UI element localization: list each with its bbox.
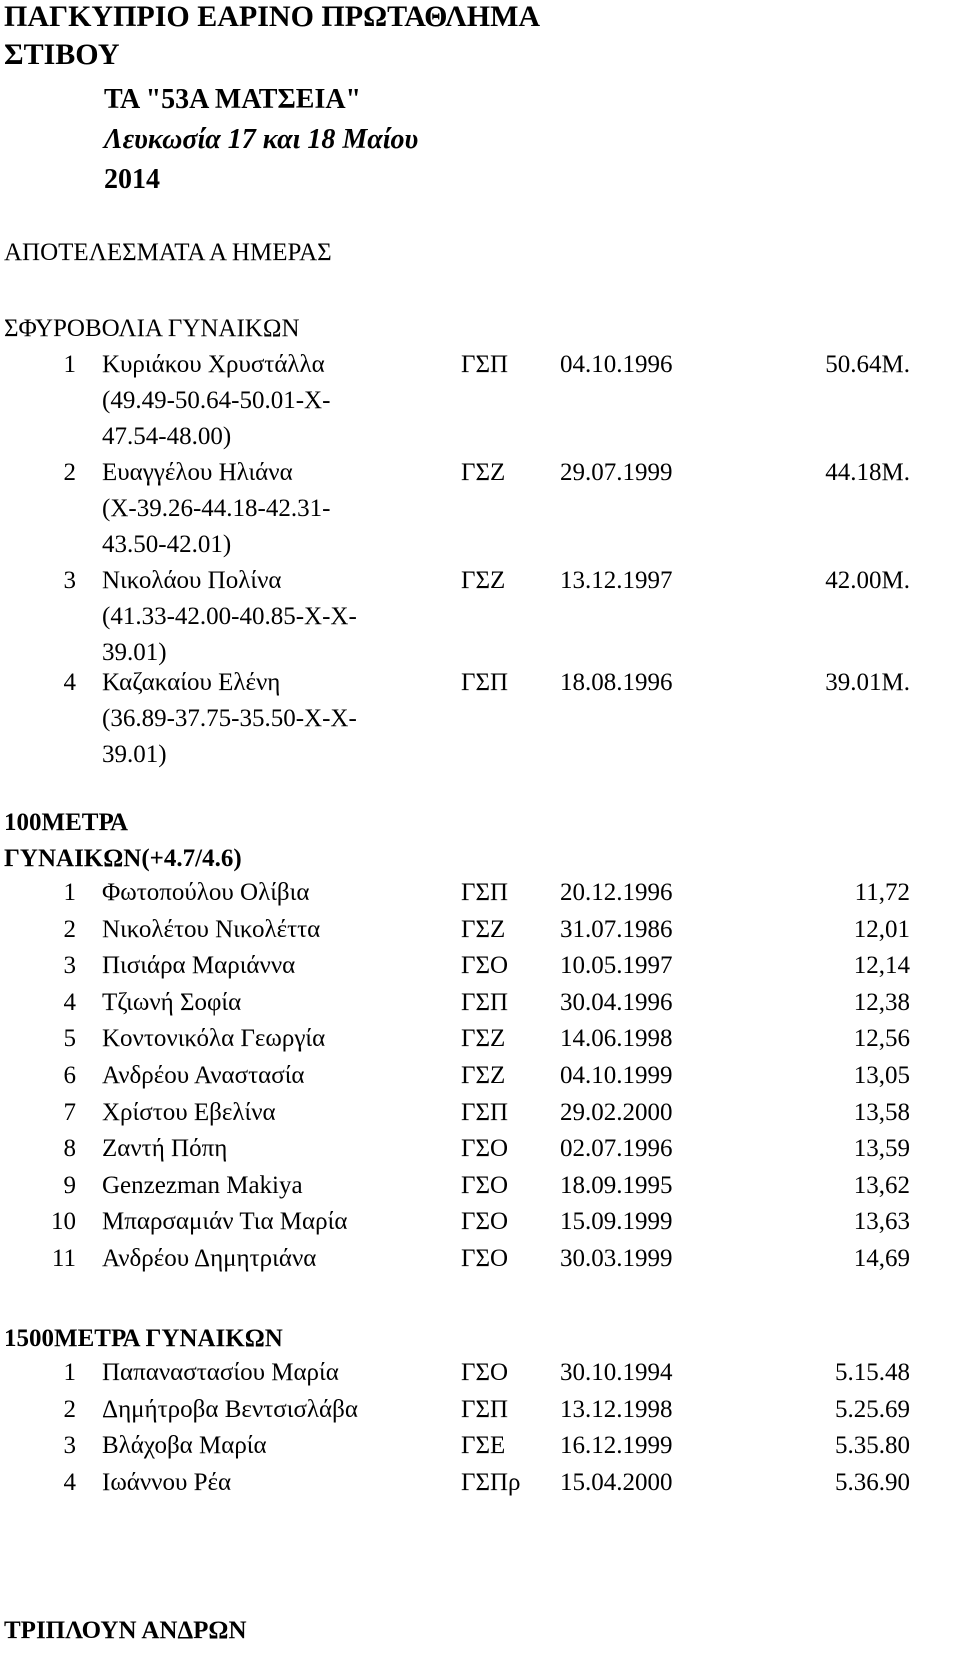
position: 3 xyxy=(63,1432,76,1460)
position: 1 xyxy=(63,1359,76,1386)
birth-date: 30.03.1999 xyxy=(560,1245,673,1272)
position: 4 xyxy=(63,988,76,1016)
birth-date: 16.12.1999 xyxy=(560,1432,673,1460)
position: 1 xyxy=(63,879,76,906)
club: ΓΣΠ xyxy=(461,988,509,1016)
club: ΓΣΖ xyxy=(461,459,506,486)
attempts-line-2: 47.54-48.00) xyxy=(102,423,232,450)
athlete-name: Χρίστου Εβελίνα xyxy=(102,1098,276,1126)
athlete-name: Νικολάου Πολίνα xyxy=(102,567,282,594)
result: 44.18Μ. xyxy=(825,459,910,486)
position: 1 xyxy=(63,351,76,378)
position: 3 xyxy=(63,567,76,594)
attempts-line-1: (Χ-39.26-44.18-42.31- xyxy=(102,495,331,522)
club: ΓΣΠ xyxy=(461,1395,509,1423)
athlete-name: Φωτοπούλου Ολίβια xyxy=(102,879,310,906)
attempts-line-2: 39.01) xyxy=(102,741,167,768)
athlete-name: Κοντονικόλα Γεωργία xyxy=(102,1025,326,1053)
birth-date: 13.12.1997 xyxy=(560,567,673,594)
result: 42.00Μ. xyxy=(825,567,910,594)
result: 5.36.90 xyxy=(835,1468,910,1496)
position: 3 xyxy=(63,952,76,980)
club: ΓΣΟ xyxy=(461,1359,509,1386)
result: 50.64Μ. xyxy=(825,351,910,378)
result: 13,59 xyxy=(853,1135,910,1163)
club: ΓΣΠ xyxy=(461,1098,509,1126)
result: 5.25.69 xyxy=(835,1395,910,1423)
club: ΓΣΖ xyxy=(461,915,506,943)
title-line-2: ΣΤΙΒΟΥ xyxy=(4,38,120,71)
attempts-line-1: (41.33-42.00-40.85-Χ-Χ- xyxy=(102,603,357,630)
attempts-line-2: 43.50-42.01) xyxy=(102,531,232,558)
club: ΓΣΟ xyxy=(461,952,509,980)
club: ΓΣΟ xyxy=(461,1208,509,1236)
club: ΓΣΠ xyxy=(461,879,509,906)
athlete-name: Ανδρέου Αναστασία xyxy=(102,1062,305,1089)
athlete-name: Κυριάκου Χρυστάλλα xyxy=(102,351,325,378)
club: ΓΣΟ xyxy=(461,1171,509,1199)
result: 39.01Μ. xyxy=(825,669,910,696)
club: ΓΣΠ xyxy=(461,669,509,696)
birth-date: 18.08.1996 xyxy=(560,669,673,696)
position: 2 xyxy=(63,1395,76,1423)
athlete-name: Ζαντή Πόπη xyxy=(102,1135,228,1163)
club: ΓΣΟ xyxy=(461,1135,509,1163)
shotput-title: ΣΦΥΡΟΒΟΛΙΑ ΓΥΝΑΙΚΩΝ xyxy=(4,315,300,342)
birth-date: 04.10.1996 xyxy=(560,351,673,378)
birth-date: 10.05.1997 xyxy=(560,952,673,980)
result: 13,05 xyxy=(853,1062,910,1089)
position: 4 xyxy=(63,1468,76,1496)
triple-jump-title: ΤΡΙΠΛΟΥΝ ΑΝΔΡΩΝ xyxy=(4,1617,247,1644)
athlete-name: Δημήτροβα Βεντσισλάβα xyxy=(102,1395,358,1423)
athlete-name: Μπαρσαμιάν Τια Μαρία xyxy=(102,1208,348,1236)
result: 13,62 xyxy=(853,1171,910,1199)
position: 2 xyxy=(63,459,76,486)
club: ΓΣΟ xyxy=(461,1245,509,1272)
position: 5 xyxy=(63,1025,76,1053)
result: 12,56 xyxy=(853,1025,910,1053)
birth-date: 18.09.1995 xyxy=(560,1171,673,1199)
club: ΓΣΖ xyxy=(461,1062,506,1089)
title-line-1: ΠΑΓΚΥΠΡΙΟ ΕΑΡΙΝΟ ΠΡΩΤΑΘΛΗΜΑ xyxy=(4,0,541,33)
attempts-line-1: (49.49-50.64-50.01-Χ- xyxy=(102,387,331,414)
result: 13,63 xyxy=(853,1208,910,1236)
birth-date: 04.10.1999 xyxy=(560,1062,673,1089)
event-place-date: Λευκωσία 17 και 18 Μαίου xyxy=(104,124,419,155)
athlete-name: Ανδρέου Δημητριάνα xyxy=(102,1245,317,1272)
birth-date: 30.04.1996 xyxy=(560,988,673,1016)
athlete-name: Genzezman Makiya xyxy=(102,1171,303,1199)
position: 4 xyxy=(63,669,76,696)
result: 12,01 xyxy=(853,915,910,943)
position: 8 xyxy=(63,1135,76,1163)
position: 2 xyxy=(63,915,76,943)
birth-date: 31.07.1986 xyxy=(560,915,673,943)
event-name: ΤΑ "53Α ΜΑΤΣΕΙΑ" xyxy=(104,84,362,115)
event-year: 2014 xyxy=(104,164,160,195)
m100-title-line-2: ΓΥΝΑΙΚΩΝ(+4.7/4.6) xyxy=(4,845,242,872)
result: 13,58 xyxy=(853,1098,910,1126)
position: 10 xyxy=(51,1208,76,1236)
athlete-name: Καζακαίου Ελένη xyxy=(102,669,281,696)
position: 6 xyxy=(63,1062,76,1089)
m1500-title: 1500ΜΕΤΡΑ ΓΥΝΑΙΚΩΝ xyxy=(4,1325,283,1352)
club: ΓΣΠ xyxy=(461,351,509,378)
result: 5.15.48 xyxy=(835,1359,910,1386)
result: 14,69 xyxy=(853,1245,910,1272)
athlete-name: Βλάχοβα Μαρία xyxy=(102,1432,267,1460)
birth-date: 15.09.1999 xyxy=(560,1208,673,1236)
athlete-name: Ιωάννου Ρέα xyxy=(102,1468,232,1496)
result: 12,14 xyxy=(853,952,910,980)
club: ΓΣΕ xyxy=(461,1432,506,1460)
athlete-name: Παπαναστασίου Μαρία xyxy=(102,1359,339,1386)
athlete-name: Πισιάρα Μαριάννα xyxy=(102,952,296,980)
result: 12,38 xyxy=(853,988,910,1016)
birth-date: 20.12.1996 xyxy=(560,879,673,906)
m100-title-line-1: 100ΜΕΤΡΑ xyxy=(4,809,129,836)
position: 9 xyxy=(63,1171,76,1199)
athlete-name: Τζιωνή Σοφία xyxy=(102,988,242,1016)
birth-date: 29.07.1999 xyxy=(560,459,673,486)
result: 11,72 xyxy=(854,879,910,906)
birth-date: 02.07.1996 xyxy=(560,1135,673,1163)
club: ΓΣΖ xyxy=(461,567,506,594)
club: ΓΣΠρ xyxy=(461,1468,521,1496)
result: 5.35.80 xyxy=(835,1432,910,1460)
results-heading: ΑΠΟΤΕΛΕΣΜΑΤΑ Α ΗΜΕΡΑΣ xyxy=(4,239,332,266)
birth-date: 30.10.1994 xyxy=(560,1359,673,1386)
birth-date: 14.06.1998 xyxy=(560,1025,673,1053)
attempts-line-2: 39.01) xyxy=(102,639,167,666)
athlete-name: Ευαγγέλου Ηλιάνα xyxy=(102,459,293,486)
attempts-line-1: (36.89-37.75-35.50-Χ-Χ- xyxy=(102,705,357,732)
birth-date: 15.04.2000 xyxy=(560,1468,673,1496)
position: 11 xyxy=(51,1245,76,1272)
position: 7 xyxy=(63,1098,76,1126)
athlete-name: Νικολέτου Νικολέττα xyxy=(102,915,321,943)
birth-date: 13.12.1998 xyxy=(560,1395,673,1423)
club: ΓΣΖ xyxy=(461,1025,506,1053)
birth-date: 29.02.2000 xyxy=(560,1098,673,1126)
